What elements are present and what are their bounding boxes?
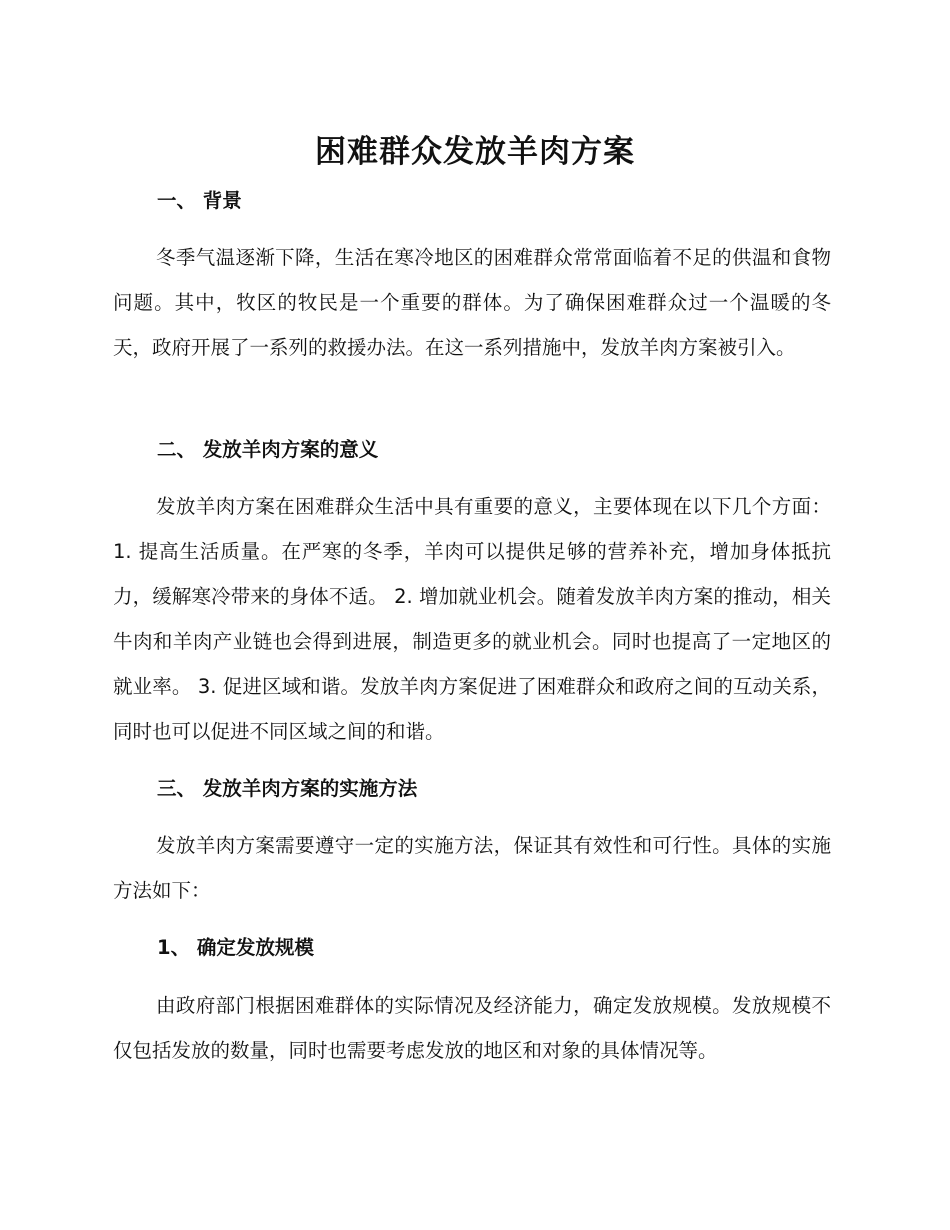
section-heading-significance: 二、 发放羊肉方案的意义: [157, 438, 379, 461]
subsection-body-scale: 由政府部门根据困难群体的实际情况及经济能力，确定发放规模。发放规模不仅包括发放的数量，同时也需要考虑发放的地区和对象的具体情况等。: [113, 994, 831, 1062]
section-body-implementation: 发放羊肉方案需要遵守一定的实施方法，保证其有效性和可行性。具体的实施方法如下：: [113, 834, 831, 902]
section-heading-implementation: 三、 发放羊肉方案的实施方法: [157, 777, 418, 800]
section-body-significance: 发放羊肉方案在困难群众生活中具有重要的意义，主要体现在以下几个方面： 1. 提高生活质量。在严寒的冬季，羊肉可以提供足够的营养补充，增加身体抵抗力，缓解寒冷带来的身体不适。 2. 增加就业机会。随着发放羊肉方案的推动，相关牛肉和羊肉产业链也会得到进展，制造更多的就业机会。同时也提高了一定地区的就业率。 3. 促进区域和谐。发放羊肉方案促进了困难群众和政府之间的互动关系，同时也可以促进不同区域之间的和谐。: [113, 495, 831, 743]
section-body-background: 冬季气温逐渐下降，生活在寒冷地区的困难群众常常面临着不足的供温和食物问题。其中，牧区的牧民是一个重要的群体。为了确保困难群众过一个温暖的冬天，政府开展了一系列的救援办法。在这一系列措施中，发放羊肉方案被引入。: [113, 246, 831, 359]
subsection-heading-scale: 1、 确定发放规模: [157, 936, 314, 959]
document-title: 困难群众发放羊肉方案: [315, 134, 635, 170]
section-heading-background: 一、 背景: [157, 189, 242, 212]
